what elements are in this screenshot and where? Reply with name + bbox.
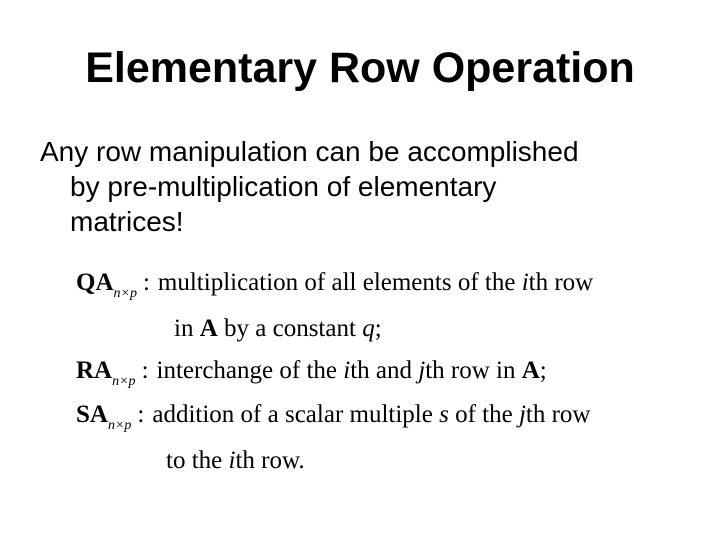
subscript-q: n×p [113,286,137,301]
intro-line-2: by pre-multiplication of elementary [70,171,497,202]
intro-paragraph [40,134,690,239]
r-text-3: th row in [425,357,522,384]
s-text-2: of the [448,401,519,428]
s-text-4: to the [166,447,229,474]
s-text-5: th row. [235,447,305,474]
r-text-1: interchange of the [156,357,344,384]
matrix-sa: SA [76,401,108,428]
s-var-j: j [518,401,526,428]
colon-q: : [142,269,150,296]
q-text-2: th row [528,269,594,296]
s-text-3: th row [525,401,591,428]
intro-line-1: Any row manipulation can be accomplished [40,136,579,167]
q-text-3: in [174,315,200,342]
colon-s: : [137,401,145,428]
r-var-j: j [418,357,426,384]
q-text-5: ; [374,315,382,342]
intro-line-3: matrices! [70,206,184,237]
s-var-i: i [228,447,236,474]
q-text-4: by a constant [217,315,363,342]
r-text-2: th and [350,357,419,384]
slide-title: Elementary Row Operation [85,44,635,92]
q-var-i: i [521,269,529,296]
r-matrix-a: A [521,357,540,384]
matrix-ra: RA [76,357,113,384]
subscript-r: n×p [112,374,136,389]
colon-r: : [141,357,149,384]
operation-q-line-2 [174,314,382,344]
operation-r-line-1 [76,356,547,390]
r-text-4: ; [539,357,547,384]
operation-s-line-1 [76,400,590,434]
operation-s-line-2 [166,446,305,476]
q-text-1: multiplication of all elements of the [157,269,522,296]
r-var-i: i [343,357,351,384]
s-text-1: addition of a scalar multiple [152,401,440,428]
s-var-s: s [439,401,449,428]
q-matrix-a: A [199,315,218,342]
operation-q-line-1 [76,268,593,302]
subscript-s: n×p [107,418,132,433]
q-var-q: q [362,315,375,342]
matrix-qa: QA [76,269,114,296]
